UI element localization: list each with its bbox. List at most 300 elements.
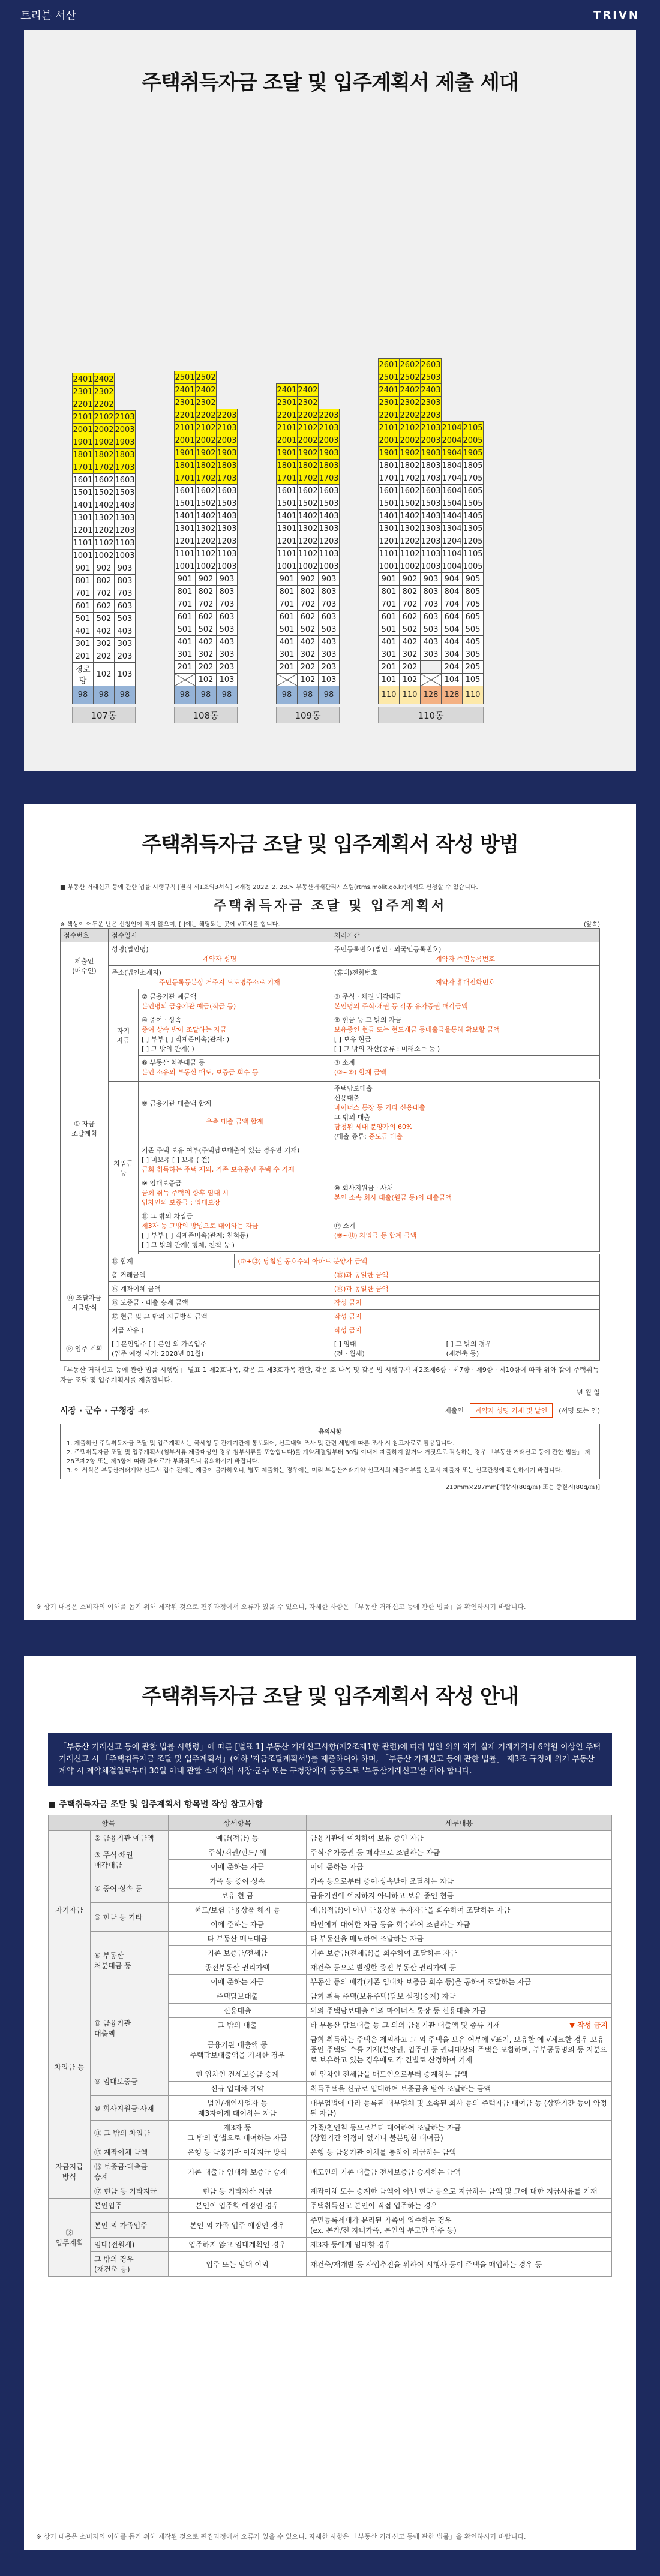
guide-content-text: 타 부동산 담보대출 등 그 외의 금융기관 대출액 및 종류 기재: [310, 2021, 500, 2030]
unit-cell: 103: [115, 663, 136, 686]
note-2: 2. 주택취득자금 조달 및 입주계획서(첨부서류 제출대상인 경우 첨부서류를 포함합니다)를 계약체결일부터 30일 이내에 제출하지 않거나 거짓으로 작성하는 경우 「부동산 거래신고 등에 관한 법률」 제28조제2항 또는 제3항에 따라 과태료가 부과되오니 유의하시기 바랍니다.: [67, 1449, 591, 1465]
unit-cell: 1102: [400, 548, 421, 560]
loan-other: 그 밖의 대출: [334, 1113, 370, 1121]
unit-cell: 403: [217, 636, 238, 648]
unit-cell: 1602: [196, 485, 217, 497]
unit-cell: 2001: [277, 434, 298, 447]
guide-content-text: 재건축 등으로 발생한 종전 부동산 권리가액 등: [310, 1963, 457, 1972]
reception-no: 접수번호: [61, 929, 109, 942]
pay-succession: ⑯ 보증금 · 대출 승계 금액: [109, 1296, 331, 1310]
empty-cell: [421, 661, 442, 674]
unit-cell: 901: [379, 573, 400, 586]
guide-content-text: 이에 준하는 자금: [310, 1863, 364, 1872]
unit-cell: 1201: [379, 535, 400, 548]
unit-cell: 101: [379, 674, 400, 686]
item-6-hint: 본인 소유의 부동산 매도, 보증금 회수 등: [142, 1068, 259, 1076]
unit-cell: 1603: [217, 485, 238, 497]
unit-cell: 1102: [196, 548, 217, 560]
id-label: 주민등록번호(법인 · 외국인등록번호): [334, 945, 442, 953]
payment-label: ⑭ 조달자금 지급방식: [61, 1268, 109, 1337]
item-9: ⑨ 임대보증금: [142, 1179, 182, 1187]
site-name: 트리븐 서산: [20, 10, 76, 22]
item-11: ⑪ 그 밖의 차입금: [142, 1212, 193, 1220]
unit-cell: 1301: [379, 523, 400, 535]
guide-content-text: 타 부동산을 매도하여 조달하는 자금: [310, 1935, 424, 1944]
guide-detail: 주식/채권/펀드/ 예: [169, 1845, 307, 1860]
unit-cell: 405: [463, 636, 484, 648]
unit-cell: 1405: [463, 510, 484, 523]
unit-cell: 1502: [196, 497, 217, 510]
unit-cell: 401: [175, 636, 196, 648]
guide-content: [307, 1889, 612, 1903]
unit-cell: 1702: [94, 461, 115, 474]
unit-cell: 2202: [400, 409, 421, 422]
item-11-relation: [ ] 부부 [ ] 직계존비속(관계: 친척등) [ ] 그 밖의 관계( 형제, 친척 등 ): [142, 1232, 248, 1249]
guide-content-text: 현 입차인 전세금을 매도인으로부터 승계하는 금액: [310, 2070, 468, 2079]
guide-item: 본인입주: [91, 2199, 169, 2213]
item-13-hint: (⑦+⑫) 당첨된 동호수의 아파트 분양가 금액: [235, 1254, 600, 1268]
unit-cell: 1703: [421, 472, 442, 485]
unit-cell: 404: [442, 636, 463, 648]
unit-cell: 2601: [379, 359, 400, 371]
unit-cell: 1501: [379, 497, 400, 510]
unit-cell: 903: [421, 573, 442, 586]
empty-cell: [319, 384, 340, 397]
guide-detail: 본인 외 가족 입주 예정인 경우: [169, 2213, 307, 2238]
unit-cell: 1401: [175, 510, 196, 523]
unit-cell: 경로당: [73, 663, 94, 686]
move-in-rent: [ ] 임대 (전 · 월세): [331, 1337, 443, 1361]
guide-content-text: 금융기관에 예치하지 아니하고 보유 중인 현금: [310, 1892, 454, 1901]
tel-value: 계약자 휴대전화번호: [435, 978, 495, 986]
unit-cell: 2002: [298, 434, 319, 447]
unit-cell: 1402: [298, 510, 319, 523]
unit-cell: 402: [400, 636, 421, 648]
guide-category: 자금지급 방식: [49, 2145, 91, 2199]
unit-cell: 1401: [277, 510, 298, 523]
unit-cell: 1203: [217, 535, 238, 548]
unit-cell: 2105: [463, 422, 484, 434]
unit-cell: 1902: [196, 447, 217, 460]
guide-detail: 이에 준하는 자금: [169, 1860, 307, 1874]
unit-cell: 1503: [319, 497, 340, 510]
unit-cell: 2003: [115, 424, 136, 436]
unit-cell: 1801: [175, 460, 196, 472]
unit-cell: 1601: [73, 474, 94, 487]
unit-cell: 305: [463, 648, 484, 661]
guide-header-content: 세부내용: [307, 1815, 612, 1831]
unit-cell: 2503: [421, 371, 442, 384]
signature-hint: 계약자 성명 기재 및 날인: [470, 1403, 553, 1418]
unit-type-cell: 110: [379, 686, 400, 704]
unit-cell: 401: [73, 625, 94, 638]
unit-cell: 1103: [421, 548, 442, 560]
unit-cell: 901: [277, 573, 298, 586]
guide-detail: 신규 입대차 계약: [169, 2082, 307, 2096]
guide-detail: 이에 준하는 자금: [169, 1917, 307, 1932]
unit-cell: 903: [319, 573, 340, 586]
unit-cell: 502: [400, 623, 421, 636]
unit-cell: 1102: [298, 548, 319, 560]
unit-cell: 703: [115, 587, 136, 600]
guide-detail: 현 입차인 전세보증금 승계: [169, 2067, 307, 2082]
unit-cell: 601: [379, 611, 400, 623]
form-section-title: 주택취득자금 조달 및 입주계획서 작성 방법: [142, 833, 518, 857]
unit-cell: 2302: [196, 397, 217, 409]
unit-cell: 803: [115, 575, 136, 587]
funding-plan-label: ① 자금 조달계획: [61, 989, 109, 1268]
guide-content-text: 주민등록세대가 분리된 가족이 입주하는 경우 (ex. 본가/전 자녀가족, 본인의 부모만 입주 등): [310, 2216, 457, 2235]
top-bar: [0, 0, 660, 30]
unit-cell: 2402: [94, 373, 115, 386]
guide-row: [49, 2184, 612, 2199]
guide-content: [307, 2213, 612, 2238]
unit-cell: 703: [217, 598, 238, 611]
unit-cell: 1503: [421, 497, 442, 510]
empty-cell: [217, 371, 238, 384]
unit-cell: 402: [94, 625, 115, 638]
unit-cell: 603: [319, 611, 340, 623]
guide-content-text: 매도인의 기존 대출금 전세보증금 승계하는 금액: [310, 2167, 461, 2176]
guide-detail: 입주 또는 임대 이외: [169, 2252, 307, 2277]
unit-cell: 201: [379, 661, 400, 674]
guide-detail: 신용대출: [169, 2004, 307, 2018]
unit-cell: 202: [400, 661, 421, 674]
unit-cell: 1301: [175, 523, 196, 535]
guide-content-text: 은행 등 금융기관 이체를 통하여 지급하는 금액: [310, 2148, 457, 2157]
applicant-label: 제출인 (매수인): [61, 942, 109, 989]
loan-other-hint: 담청된 세대 분양가의 60%: [334, 1123, 413, 1131]
guide-row: [49, 1831, 612, 1845]
unit-cell: 1401: [73, 499, 94, 512]
unit-cell: 1801: [73, 449, 94, 461]
guide-content: [307, 1831, 612, 1845]
unit-cell: 2102: [298, 422, 319, 434]
unit-cell: 1703: [115, 461, 136, 474]
unit-cell: 1101: [175, 548, 196, 560]
item-5-hint: 보유중인 현금 또는 현도재금 등매출금을통해 확보할 금액: [334, 1026, 500, 1034]
unit-cell: 802: [196, 586, 217, 598]
guide-content: [307, 2199, 612, 2213]
unit-cell: 705: [463, 598, 484, 611]
empty-cell: [217, 384, 238, 397]
unit-cell: 1004: [442, 560, 463, 573]
unit-cell: 1202: [196, 535, 217, 548]
unit-type-cell: 128: [442, 686, 463, 704]
unit-cell: 1801: [379, 460, 400, 472]
unit-type-cell: 98: [175, 686, 196, 704]
unit-cell: 1101: [379, 548, 400, 560]
unit-cell: 2103: [217, 422, 238, 434]
building-units-table: [378, 358, 484, 704]
unit-cell: 702: [298, 598, 319, 611]
unit-cell: 1902: [298, 447, 319, 460]
unit-cell: 1502: [298, 497, 319, 510]
guide-item: ⑤ 현금 등 기타: [91, 1903, 169, 1932]
unit-cell: 901: [73, 562, 94, 575]
pay-reason-hint: 작성 금지: [331, 1323, 599, 1337]
guide-section-title: 주택취득자금 조달 및 입주계획서 작성 안내: [142, 1685, 518, 1709]
item-9-hint: 금회 취득 주택의 향후 임대 시 임차인의 보증금 : 입대보장: [142, 1189, 229, 1206]
unit-cell: 2004: [442, 434, 463, 447]
unit-cell: 1402: [196, 510, 217, 523]
unit-cell: 903: [115, 562, 136, 575]
unit-cell: 302: [94, 638, 115, 650]
unit-cell: 102: [298, 674, 319, 686]
unit-cell: 402: [196, 636, 217, 648]
guide-content: [307, 1860, 612, 1874]
unit-cell: 703: [319, 598, 340, 611]
move-in-other: [ ] 그 밖의 경우 (재건축 등): [443, 1337, 599, 1361]
unit-cell: 1102: [94, 537, 115, 550]
unit-type-cell: 98: [298, 686, 319, 704]
unit-cell: 2202: [196, 409, 217, 422]
guide-detail: 은행 등 금융기관 이체지급 방식: [169, 2145, 307, 2160]
unit-cell: 1801: [277, 460, 298, 472]
unit-type-cell: 98: [196, 686, 217, 704]
unit-cell: 1603: [115, 474, 136, 487]
unit-cell: 2301: [175, 397, 196, 409]
guide-detail: 주택담보대출: [169, 1989, 307, 2004]
guide-content-text: 가족/친인척 등으로부터 대여하여 조달하는 자금 (상환기간 약정이 없거나 불분명한 대여금): [310, 2124, 461, 2143]
guide-content-text: 재건축/재개발 등 사업추진을 위하여 시행사 등이 주택을 매입하는 경우 등: [310, 2260, 542, 2269]
unit-cell: 2501: [175, 371, 196, 384]
unit-cell: 1201: [175, 535, 196, 548]
unit-cell: 2402: [298, 384, 319, 397]
unit-cell: 403: [319, 636, 340, 648]
unit-cell: 401: [379, 636, 400, 648]
unit-cell: 2102: [94, 411, 115, 424]
unit-cell: 301: [73, 638, 94, 650]
unit-cell: 2502: [400, 371, 421, 384]
item-4: ④ 증여 · 상속: [142, 1016, 182, 1024]
empty-cell: [217, 397, 238, 409]
unit-cell: 1903: [115, 436, 136, 449]
unit-cell: 1202: [400, 535, 421, 548]
unit-cell: 601: [73, 600, 94, 613]
unit-cell: 2003: [217, 434, 238, 447]
declaration: 「부동산 거래신고 등에 관한 법률 시행령」 별표 1 제2호나목, 같은 표 제3호가목 전단, 같은 호 나목 및 같은 법 시행규칙 제2조제6항 · 제7항 · 제9항 · 제10항에 따라 위와 같이 주택취득자금 조달 및 입주계획서를 제출합니다.: [60, 1366, 599, 1384]
item-6: ⑥ 부동산 처분대금 등: [142, 1059, 205, 1067]
unit-cell: 402: [298, 636, 319, 648]
unit-cell: 1805: [463, 460, 484, 472]
form-sample: [60, 882, 600, 1491]
unit-cell: 1301: [73, 512, 94, 524]
guide-warning-tag: ▼ 작성 금지: [569, 2021, 608, 2030]
guide-footnote: ※ 상기 내용은 소비자의 이해를 돕기 위해 제작된 것으로 편집과정에서 오류가 있을 수 있으니, 자세한 사항은 「부동산 거래신고 등에 관한 법률」을 확인하시기 바랍니다.: [36, 2533, 526, 2541]
pay-cash: ⑰ 현금 및 그 밖의 지급방식 금액: [109, 1310, 331, 1323]
unit-cell: 1502: [400, 497, 421, 510]
unit-cell: 1701: [175, 472, 196, 485]
unit-cell: 2201: [379, 409, 400, 422]
guide-detail: 현금 등 기타자산 지급: [169, 2184, 307, 2199]
pay-transfer: ⑮ 계좌이체 금액: [109, 1282, 331, 1296]
guide-header-item: 항목: [49, 1815, 169, 1831]
unit-cell: 603: [115, 600, 136, 613]
item-5-detail: [ ] 보유 현금 [ ] 그 밖의 자산(종류 : 미래소득 등 ): [334, 1035, 440, 1053]
unit-cell: 604: [442, 611, 463, 623]
guide-detail: 본인이 입주할 예정인 경우: [169, 2199, 307, 2213]
guide-content: [307, 1845, 612, 1860]
guide-detail: 타 부동산 매도대금: [169, 1932, 307, 1946]
unit-cell: 1602: [400, 485, 421, 497]
unit-cell: 703: [421, 598, 442, 611]
unit-cell: 2103: [421, 422, 442, 434]
unit-type-cell: 98: [217, 686, 238, 704]
unit-cell: 1404: [442, 510, 463, 523]
unit-cell: 2302: [400, 397, 421, 409]
form-title: 주택취득자금 조달 및 입주계획서: [213, 899, 447, 914]
unit-cell: 303: [115, 638, 136, 650]
own-house: 기존 주택 보유 여부(주택담보대출이 있는 경우만 기재): [142, 1146, 300, 1154]
loan-type-value: 중도금 대출: [368, 1133, 403, 1140]
unit-cell: 2602: [400, 359, 421, 371]
unit-cell: 902: [94, 562, 115, 575]
building-name: 107동: [72, 707, 136, 723]
loan-type-label: (대출 종류:: [334, 1133, 367, 1140]
loan-credit-hint: 마이너스 통장 등 기타 신용대출: [334, 1104, 425, 1112]
unit-cell: 401: [277, 636, 298, 648]
unit-cell: 1304: [442, 523, 463, 535]
unit-cell: 202: [94, 650, 115, 663]
guide-row: [49, 2145, 612, 2160]
unit-cell: 902: [298, 573, 319, 586]
unit-cell: 1502: [94, 487, 115, 499]
guide-header-detail: 상세항목: [169, 1815, 307, 1831]
guide-content: [307, 2018, 612, 2032]
building-1: [174, 371, 238, 723]
unit-cell: 702: [196, 598, 217, 611]
guide-content: [307, 2160, 612, 2184]
unit-cell: 503: [217, 623, 238, 636]
unit-cell: 602: [94, 600, 115, 613]
guide-content-text: 금회 취득 주택(보유주택)담보 설정(승계) 자금: [310, 1992, 456, 2001]
guide-item: ⑨ 임대보증금: [91, 2067, 169, 2096]
name-value: 계약자 성명: [202, 955, 237, 963]
unit-cell: 403: [115, 625, 136, 638]
building-units-table: [174, 371, 238, 704]
unit-cell: 1202: [94, 524, 115, 537]
unit-cell: 303: [421, 648, 442, 661]
guide-category: 자기자금: [49, 1831, 91, 1989]
guide-content-text: 부동산 등의 매각(기존 임대차 보증금 회수 등)을 통하여 조달하는 자금: [310, 1978, 532, 1987]
form-date: 년 월 일: [577, 1389, 600, 1397]
guide-content: [307, 2184, 612, 2199]
unit-cell: 1002: [400, 560, 421, 573]
item-3: ③ 주식 · 채권 매각대금: [334, 992, 402, 1001]
unit-cell: 801: [73, 575, 94, 587]
guide-content-text: 주택취득신고 본인이 직접 입주하는 경우: [310, 2202, 438, 2211]
unit-cell: 1802: [94, 449, 115, 461]
guide-content: [307, 2067, 612, 2082]
unit-cell: 1201: [73, 524, 94, 537]
unit-cell: 1901: [379, 447, 400, 460]
unit-cell: 2203: [217, 409, 238, 422]
guide-item: ④ 증여·상속 등: [91, 1874, 169, 1903]
unit-cell: 2003: [421, 434, 442, 447]
unit-cell: 505: [463, 623, 484, 636]
unit-cell: 1103: [319, 548, 340, 560]
tel-label: (휴대)전화번호: [334, 969, 378, 977]
notes-title: 유의사항: [318, 1429, 342, 1436]
own-house-options: [ ] 미보유 [ ] 보유 ( 건): [142, 1156, 210, 1164]
item-4-relation: [ ] 부부 [ ] 직계존비속(관계: ) [ ] 그 밖의 관계( ): [142, 1035, 230, 1053]
unit-cell: 2101: [379, 422, 400, 434]
signature-label: (서명 또는 인): [559, 1407, 600, 1415]
unit-cell: 1401: [379, 510, 400, 523]
unit-cell: 1504: [442, 497, 463, 510]
unit-cell: 2201: [73, 398, 94, 411]
building-name: 109동: [276, 707, 340, 723]
pay-transfer-hint: (⑬)과 동일한 금액: [331, 1282, 599, 1296]
item-10-hint: 본인 소속 회사 대출(원금 등)의 대출금액: [334, 1194, 452, 1202]
pay-cash-hint: 작성 금지: [331, 1310, 599, 1323]
move-in-label: ⑱ 입주 계획: [61, 1337, 109, 1361]
unit-cell: 802: [298, 586, 319, 598]
unit-cell: 2203: [319, 409, 340, 422]
unit-cell: 2103: [115, 411, 136, 424]
form-section: [24, 804, 636, 1620]
unit-cell: 1701: [73, 461, 94, 474]
empty-cell: [463, 384, 484, 397]
item-7-hint: (②~⑥) 합계 금액: [334, 1068, 386, 1076]
guide-content: [307, 2032, 612, 2067]
item-7: ⑦ 소계: [334, 1059, 355, 1067]
addr-label: 주소(법인소재지): [112, 969, 161, 977]
unit-cell: 1204: [442, 535, 463, 548]
guide-content-text: 가족 등으로부터 증여·상속받아 조달하는 자금: [310, 1877, 454, 1886]
building-name: 108동: [174, 707, 238, 723]
unit-cell: 1702: [298, 472, 319, 485]
unit-cell: 701: [277, 598, 298, 611]
unit-type-cell: 98: [277, 686, 298, 704]
unit-cell: 2202: [94, 398, 115, 411]
unit-cell: 2102: [400, 422, 421, 434]
unit-cell: 202: [196, 661, 217, 674]
unit-cell: 303: [319, 648, 340, 661]
unit-cell: 104: [442, 674, 463, 686]
unit-cell: 2301: [73, 386, 94, 398]
unit-type-cell: 98: [73, 686, 94, 704]
unit-type-cell: 98: [319, 686, 340, 704]
empty-cell: [442, 384, 463, 397]
guide-item: ⑰ 현금 등 기타지급: [91, 2184, 169, 2199]
guide-row: [49, 1903, 612, 1917]
unit-cell: 1903: [421, 447, 442, 460]
unit-cell: 1303: [319, 523, 340, 535]
guide-content-text: 금융기관에 예치하여 보유 중인 자금: [310, 1834, 424, 1843]
unit-cell: 1903: [217, 447, 238, 460]
units-section-title: 주택취득자금 조달 및 입주계획서 제출 세대: [142, 71, 518, 95]
unit-cell: 1803: [319, 460, 340, 472]
building-2: [276, 383, 340, 723]
unit-cell: 2603: [421, 359, 442, 371]
unit-cell: 2203: [421, 409, 442, 422]
guide-item: ⑯ 보증금·대출금 승계: [91, 2160, 169, 2184]
unit-cell: 1602: [94, 474, 115, 487]
form-table: [60, 928, 600, 1361]
unit-cell: 1802: [298, 460, 319, 472]
unit-cell: 1203: [319, 535, 340, 548]
unit-cell: 2201: [175, 409, 196, 422]
unit-cell: 1703: [319, 472, 340, 485]
guide-content: [307, 1917, 612, 1932]
unit-cell: 601: [277, 611, 298, 623]
guide-detail: 제3자 등 그 밖의 방법으로 대여하는 자금: [169, 2121, 307, 2145]
guide-detail: 종전부동산 권리가액: [169, 1960, 307, 1975]
unit-cell: 1402: [94, 499, 115, 512]
guide-item: ⑩ 회사지원금·사채: [91, 2096, 169, 2121]
